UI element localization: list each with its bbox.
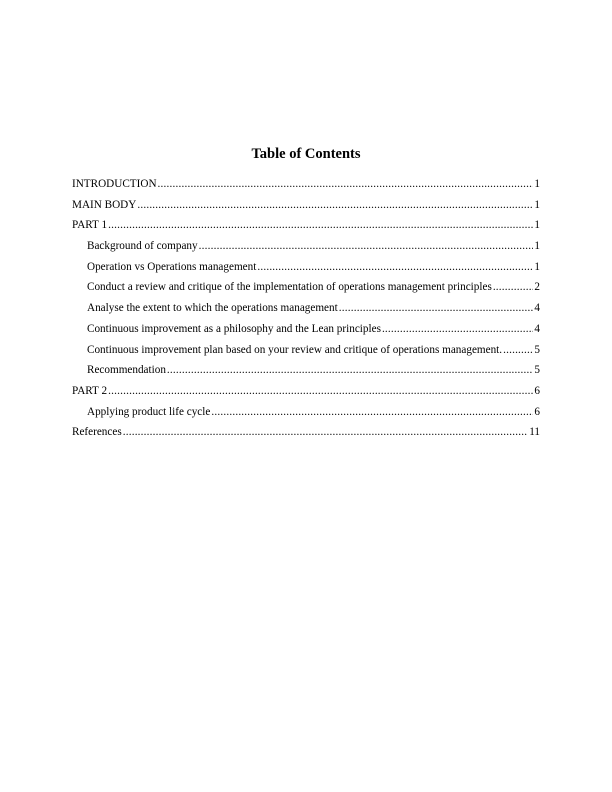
toc-entry-review-and-critique[interactable]: [72, 277, 540, 298]
dot-leader: [108, 215, 533, 236]
toc-entry-background-of-company[interactable]: [72, 236, 540, 257]
toc-entry-analyse-extent[interactable]: [72, 298, 540, 319]
toc-entry-page-number: 6: [534, 384, 540, 397]
toc-entry-page-number: 1: [534, 178, 540, 190]
dot-leader: [257, 257, 533, 278]
toc-entry-page-number: 5: [534, 364, 540, 377]
toc-entry-label: Continuous improvement as a philosophy and the Lean principles: [87, 322, 381, 335]
toc-entry-page-number: 4: [534, 302, 540, 315]
toc-entry-page-number: 11: [529, 426, 540, 439]
toc-entry-recommendation[interactable]: [72, 360, 540, 381]
dot-leader: [158, 174, 534, 195]
toc-entry-references[interactable]: [72, 422, 540, 443]
toc-entry-page-number: 2: [534, 281, 540, 294]
toc-entry-continuous-improvement-lean[interactable]: [72, 319, 540, 340]
toc-entry-label: Recommendation: [87, 364, 166, 377]
toc-entry-label: PART 1: [72, 219, 108, 232]
dot-leader: [339, 298, 534, 319]
toc-entry-operation-vs-operations-management[interactable]: [72, 257, 540, 278]
toc-entry-page-number: 1: [534, 198, 540, 211]
page-title: Table of Contents: [251, 146, 361, 162]
dot-leader: [382, 319, 533, 340]
dot-leader: [493, 277, 534, 298]
dot-leader: [108, 381, 533, 402]
toc-entry-page-number: 4: [534, 322, 540, 335]
toc-entry-label: Conduct a review and critique of the implementation of operations management principles: [87, 281, 492, 294]
toc-entry-page-number: 5: [534, 343, 540, 356]
dot-leader: [137, 195, 533, 216]
toc-entry-page-number: 1: [534, 260, 540, 273]
toc-entry-label: Continuous improvement plan based on your review and critique of operations management.: [87, 343, 503, 356]
dot-leader: [211, 402, 533, 423]
toc-entry-label: Operation vs Operations management: [87, 260, 257, 273]
toc-entry-label: References: [72, 426, 122, 439]
dot-leader: [123, 422, 529, 443]
toc-entry-part-2[interactable]: [72, 381, 540, 402]
toc-entry-label: Applying product life cycle: [87, 405, 211, 418]
toc-entry-main-body[interactable]: [72, 195, 540, 216]
dot-leader: [199, 236, 534, 257]
table-of-contents: [72, 174, 540, 443]
toc-entry-page-number: 1: [534, 219, 540, 232]
toc-entry-label: INTRODUCTION: [72, 178, 157, 190]
toc-entry-part-1[interactable]: [72, 215, 540, 236]
toc-entry-label: Background of company: [87, 240, 198, 253]
toc-entry-label: PART 2: [72, 384, 108, 397]
toc-entry-applying-product-life-cycle[interactable]: [72, 402, 540, 423]
toc-entry-continuous-improvement-plan[interactable]: [72, 340, 540, 361]
dot-leader: [503, 340, 533, 361]
toc-entry-label: Analyse the extent to which the operations management: [87, 302, 338, 315]
toc-entry-page-number: 1: [534, 240, 540, 253]
dot-leader: [167, 360, 533, 381]
toc-entry-label: MAIN BODY: [72, 198, 137, 211]
toc-entry-page-number: 6: [534, 405, 540, 418]
toc-entry-introduction[interactable]: [72, 174, 540, 195]
